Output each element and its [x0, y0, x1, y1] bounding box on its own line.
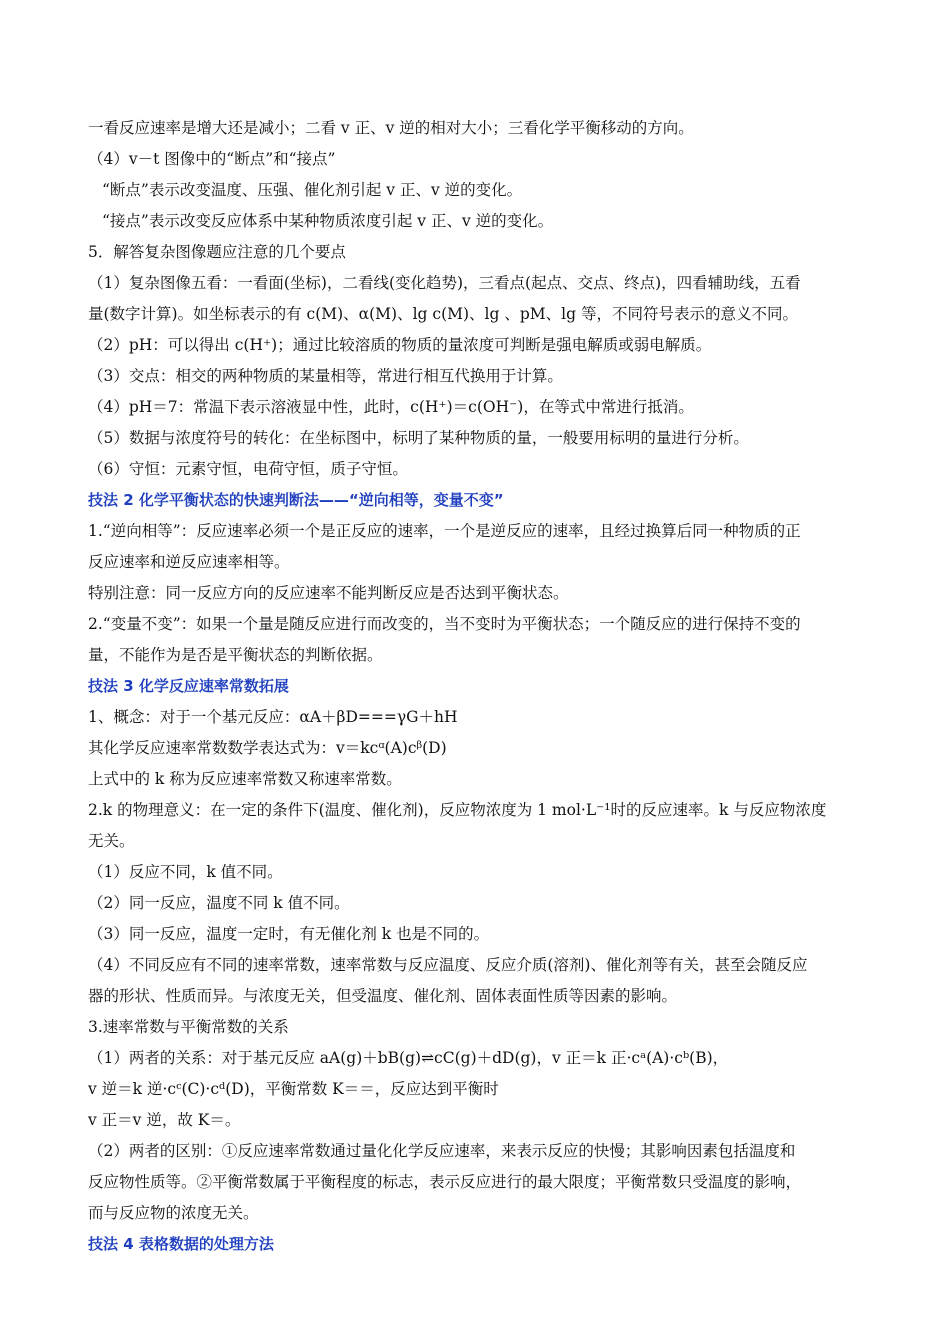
text-line: 上式中的 k 称为反应速率常数又称速率常数。 [88, 770, 402, 788]
text-line: （2）两者的区别：①反应速率常数通过量化化学反应速率，来表示反应的快慢；其影响因素包括温度和 [88, 1142, 796, 1160]
text-line: （5）数据与浓度符号的转化：在坐标图中，标明了某种物质的量，一般要用标明的量进行分析。 [88, 429, 749, 447]
technique-4-heading: 技法 4 表格数据的处理方法 [88, 1235, 274, 1253]
text-line: “断点”表示改变温度、压强、催化剂引起 v 正、v 逆的变化。 [102, 181, 523, 199]
section-title: 5．解答复杂图像题应注意的几个要点 [88, 243, 346, 261]
text-line: （6）守恒：元素守恒，电荷守恒，质子守恒。 [88, 460, 408, 478]
text-line: 反应物性质等。②平衡常数属于平衡程度的标志，表示反应进行的最大限度；平衡常数只受温度的影响， [88, 1173, 802, 1191]
text-line: （4）不同反应有不同的速率常数，速率常数与反应温度、反应介质(溶剂)、催化剂等有关，甚至会随反应 [88, 956, 808, 974]
text-line: （1）反应不同，k 值不同。 [88, 863, 283, 881]
text-line: （2）同一反应，温度不同 k 值不同。 [88, 894, 350, 912]
text-line: 而与反应物的浓度无关。 [88, 1204, 259, 1222]
text-line: 无关。 [88, 832, 135, 850]
text-line: 反应速率和逆反应速率相等。 [88, 553, 290, 571]
text-line: （3）同一反应，温度一定时，有无催化剂 k 也是不同的。 [88, 925, 490, 943]
text-line: 特别注意：同一反应方向的反应速率不能判断反应是否达到平衡状态。 [88, 584, 569, 602]
text-line: 1.“逆向相等”：反应速率必须一个是正反应的速率，一个是逆反应的速率，且经过换算后同一种物质的正 [88, 522, 801, 540]
technique-3-heading: 技法 3 化学反应速率常数拓展 [88, 677, 289, 695]
document-body [88, 113, 866, 1260]
text-line: 量，不能作为是否是平衡状态的判断依据。 [88, 646, 383, 664]
text-line: “接点”表示改变反应体系中某种物质浓度引起 v 正、v 逆的变化。 [102, 212, 554, 230]
text-line: 量(数字计算)。如坐标表示的有 c(M)、α(M)、lg c(M)、lg 、pM、lg 等，不同符号表示的意义不同。 [88, 305, 798, 323]
text-line: （1）复杂图像五看：一看面(坐标)，二看线(变化趋势)，三看点(起点、交点、终点)，四看辅助线，五看 [88, 274, 801, 292]
text-line: 2.“变量不变”：如果一个量是随反应进行而改变的，当不变时为平衡状态；一个随反应的进行保持不变的 [88, 615, 801, 633]
section-title: 3.速率常数与平衡常数的关系 [88, 1018, 289, 1036]
text-line: v 正＝v 逆，故 K＝。 [88, 1111, 241, 1129]
text-line: （2）pH：可以得出 c(H⁺)；通过比较溶质的物质的量浓度可判断是强电解质或弱电解质。 [88, 336, 712, 354]
text-line: 其化学反应速率常数数学表达式为：v＝kcᵅ(A)cᵝ(D) [88, 739, 447, 757]
text-line: v 逆＝k 逆·cᶜ(C)·cᵈ(D)，平衡常数 K＝＝，反应达到平衡时 [88, 1080, 499, 1098]
text-line: （4）pH＝7：常温下表示溶液显中性，此时，c(H⁺)＝c(OH⁻)，在等式中常进行抵消。 [88, 398, 694, 416]
text-line: （3）交点：相交的两种物质的某量相等，常进行相互代换用于计算。 [88, 367, 563, 385]
text-line: 一看反应速率是增大还是减小；二看 v 正、v 逆的相对大小；三看化学平衡移动的方向。 [88, 119, 694, 137]
technique-2-heading: 技法 2 化学平衡状态的快速判断法——“逆向相等，变量不变” [88, 491, 504, 509]
text-line: （4）v－t 图像中的“断点”和“接点” [88, 150, 336, 168]
text-line: 1、概念：对于一个基元反应：αA＋βD===γG＋hH [88, 708, 458, 726]
text-line: 器的形状、性质而异。与浓度无关，但受温度、催化剂、固体表面性质等因素的影响。 [88, 987, 678, 1005]
text-line: （1）两者的关系：对于基元反应 aA(g)＋bB(g)⇌cC(g)＋dD(g)，v 正＝k 正·cᵃ(A)·cᵇ(B)， [88, 1049, 729, 1067]
text-line: 2.k 的物理意义：在一定的条件下(温度、催化剂)，反应物浓度为 1 mol·L⁻¹时的反应速率。k 与反应物浓度 [88, 801, 827, 819]
